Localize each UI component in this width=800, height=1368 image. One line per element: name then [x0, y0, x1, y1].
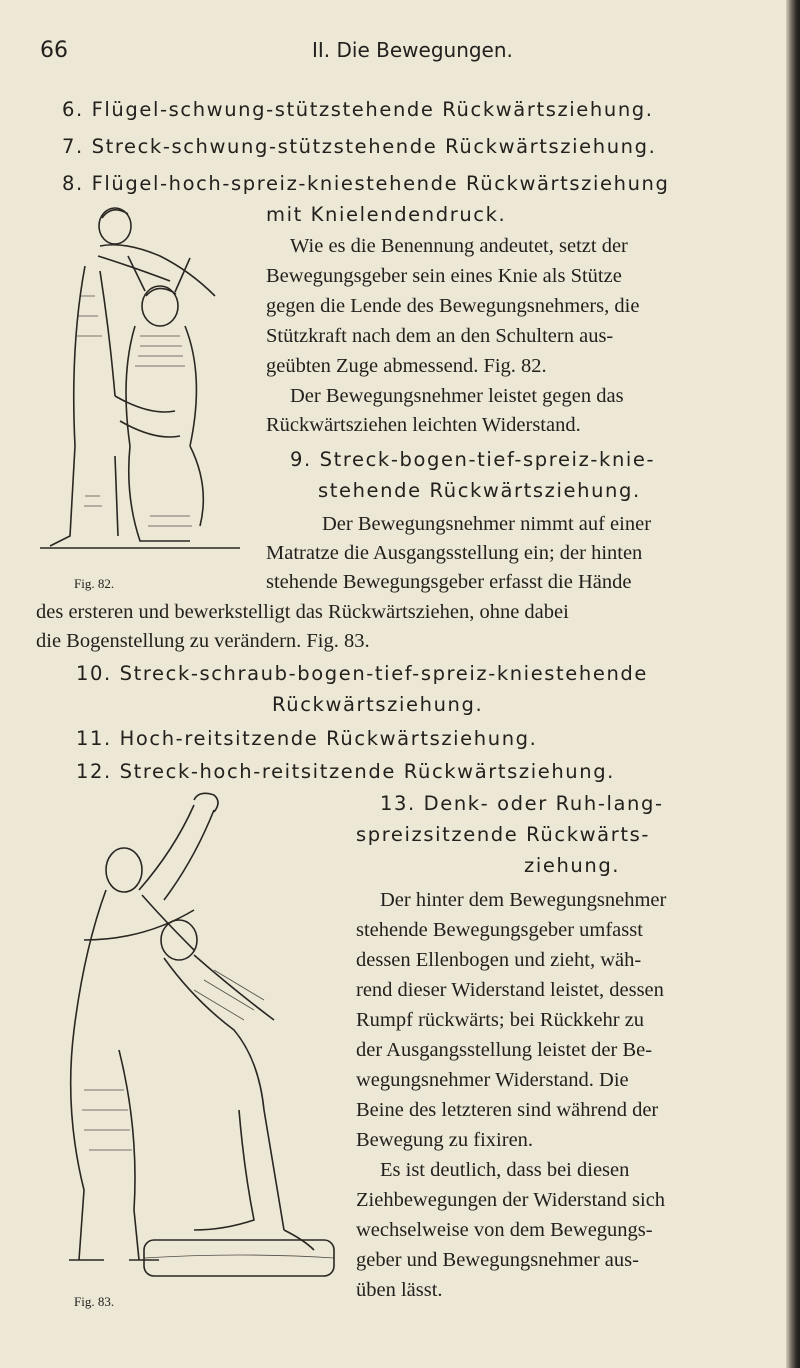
text-line: Der Bewegungsnehmer nimmt auf einer: [322, 513, 652, 535]
text-line: Rumpf rückwärts; bei Rückkehr zu: [356, 1009, 645, 1031]
heading-10: 10. Streck-schraub-bogen-tief-spreiz-kniestehende: [76, 662, 648, 685]
text-line: geübten Zuge abmessend. Fig. 82.: [266, 355, 547, 377]
heading-13-cont: spreizsitzende Rückwärts-: [356, 823, 650, 846]
book-spine-edge: [786, 0, 800, 1368]
figure-83-illustration: [44, 790, 354, 1302]
heading-10-cont: Rückwärtsziehung.: [272, 693, 484, 716]
text-line: der Ausgangsstellung leistet der Be-: [356, 1039, 653, 1061]
text-line: Ziehbewegungen der Widerstand sich: [356, 1189, 666, 1211]
figure-82-illustration: [40, 196, 262, 576]
page-number: 66: [40, 38, 68, 63]
text-line: geber und Bewegungsnehmer aus-: [356, 1249, 639, 1271]
text-line: Bewegungsgeber sein eines Knie als Stütze: [266, 265, 622, 287]
text-line: Rückwärtsziehen leichten Widerstand.: [266, 414, 581, 436]
figure-82-caption: Fig. 82.: [74, 576, 115, 591]
text-line: des ersteren und bewerkstelligt das Rückwärtsziehen, ohne dabei: [36, 601, 569, 623]
text-line: üben lässt.: [356, 1279, 443, 1301]
text-line: Wie es die Benennung andeutet, setzt der: [290, 235, 628, 257]
text-line: dessen Ellenbogen und zieht, wäh-: [356, 949, 642, 971]
heading-6: 6. Flügel-schwung-stützstehende Rückwärtsziehung.: [62, 98, 654, 121]
text-line: Stützkraft nach dem an den Schultern aus-: [266, 325, 614, 347]
heading-11: 11. Hoch-reitsitzende Rückwärtsziehung.: [76, 727, 538, 750]
text-line: gegen die Lende des Bewegungsnehmers, die: [266, 295, 640, 317]
text-line: die Bogenstellung zu verändern. Fig. 83.: [36, 630, 370, 652]
text-line: Matratze die Ausgangsstellung ein; der hinten: [266, 542, 643, 564]
text-line: Bewegung zu fixiren.: [356, 1129, 534, 1151]
running-title: II. Die Bewegungen.: [312, 38, 513, 62]
heading-8: 8. Flügel-hoch-spreiz-kniestehende Rückwärtsziehung: [62, 172, 670, 195]
figure-83-caption: Fig. 83.: [74, 1294, 115, 1309]
heading-9: 9. Streck-bogen-tief-spreiz-knie-: [290, 448, 656, 471]
text-line: wechselweise von dem Bewegungs-: [356, 1219, 653, 1241]
heading-13: 13. Denk- oder Ruh-lang-: [380, 792, 664, 815]
text-line: Es ist deutlich, dass bei diesen: [380, 1159, 630, 1181]
text-line: rend dieser Widerstand leistet, dessen: [356, 979, 664, 1001]
page-header: [40, 38, 760, 70]
text-line: Der hinter dem Bewegungsnehmer: [380, 889, 667, 911]
text-line: stehende Bewegungsgeber erfasst die Hände: [266, 571, 632, 593]
heading-9-cont: stehende Rückwärtsziehung.: [318, 479, 641, 502]
heading-13-cont2: ziehung.: [524, 854, 621, 877]
text-line: stehende Bewegungsgeber umfasst: [356, 919, 643, 941]
text-line: Beine des letzteren sind während der: [356, 1099, 659, 1121]
heading-8-cont: mit Knielendendruck.: [266, 203, 507, 226]
text-line: Der Bewegungsnehmer leistet gegen das: [290, 385, 624, 407]
heading-12: 12. Streck-hoch-reitsitzende Rückwärtsziehung.: [76, 760, 615, 783]
text-line: wegungsnehmer Widerstand. Die: [356, 1069, 629, 1091]
heading-7: 7. Streck-schwung-stützstehende Rückwärtsziehung.: [62, 135, 657, 158]
